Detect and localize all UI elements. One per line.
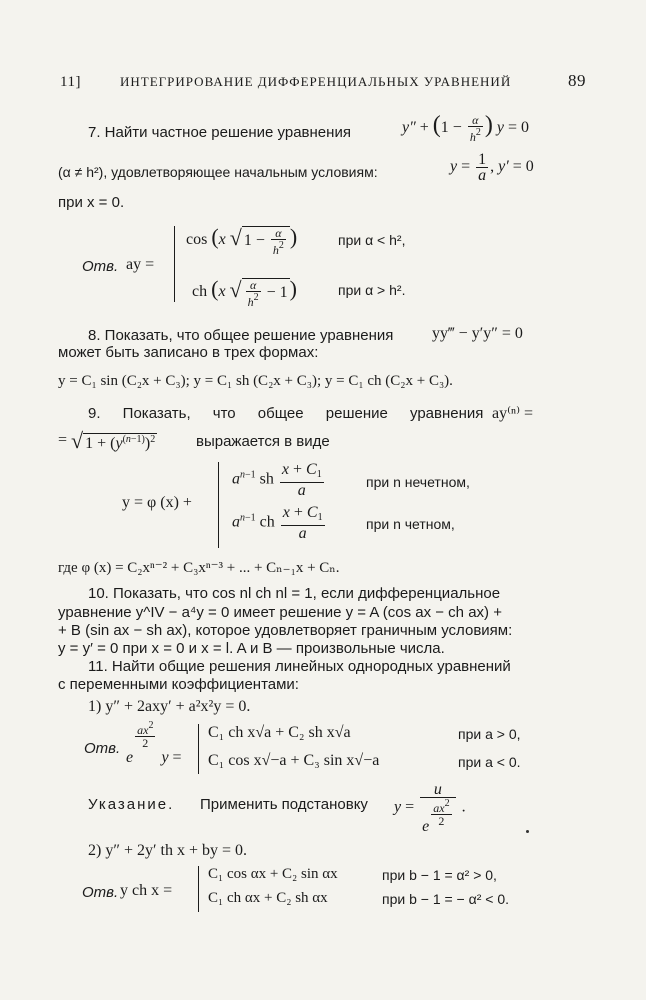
p9-case1-cond: при n нечетном, xyxy=(366,474,470,490)
p7-case1-cond: при α < h², xyxy=(338,232,406,248)
p11-eq2: 2) y″ + 2y′ th x + by = 0. xyxy=(88,842,248,859)
p10-line3: + B (sin ax − sh ax), которое удовлетворяет граничным условиям: xyxy=(58,622,513,639)
p10-line2: уравнение y^IV − a⁴y = 0 имеет решение y = A (cos ax − ch ax) + xyxy=(58,604,502,621)
p11-hint-text: Применить подстановку xyxy=(200,796,368,813)
section-number: 11] xyxy=(60,74,81,90)
p9-where: где φ (x) = C₂xⁿ⁻² + C₃xⁿ⁻³ + ... + Cₙ₋₁x + Cₙ. xyxy=(58,560,340,576)
p7-case1: cos (x √ 1 − $\frac{\alpha}{h^2}$ ) xyxy=(186,224,298,257)
p9-lhs: y = φ (x) + xyxy=(122,494,192,511)
p7-at: при x = 0. xyxy=(58,194,125,211)
running-title: ИНТЕГРИРОВАНИЕ ДИФФЕРЕНЦИАЛЬНЫХ УРАВНЕНИЙ xyxy=(120,74,512,89)
p7-conditions: (α ≠ h²), удовлетворяющее начальным условиям: xyxy=(58,164,378,180)
p7-case2: ch (x √ $\frac{\alpha}{h^2}$ − 1) xyxy=(192,276,297,309)
p9-case1: $a^{n-1}$ sh $\frac{x + C_1}{a}$ xyxy=(232,461,322,499)
p11-case2a-cond: при b − 1 = α² > 0, xyxy=(382,867,497,883)
p9-line1: 9. Показать, что общее решение уравнения xyxy=(88,405,484,422)
p7-intro: 7. Найти частное решение уравнения xyxy=(88,124,351,141)
p11-line2: с переменными коэффициентами: xyxy=(58,676,299,693)
p11-case1b-cond: при a < 0. xyxy=(458,754,521,770)
p11-case1a-cond: при a > 0, xyxy=(458,726,521,742)
p7-answer-label: Отв. xyxy=(82,258,119,275)
p11-hint-label: Указание. xyxy=(88,796,175,813)
p8-line2: может быть записано в трех формах: xyxy=(58,344,319,361)
p9-eq-lhs: ay⁽ⁿ⁾ = xyxy=(492,405,534,422)
p11-case1a: C₁ ch x√a + C₂ sh x√a xyxy=(208,724,351,741)
p9-case2: $a^{n-1}$ ch $\frac{x + C_1}{a}$ xyxy=(232,504,323,542)
p9-sqrt-expr: = √ $1 + (y^{(n-1)})^2$ xyxy=(58,428,156,453)
p8-line1: 8. Показать, что общее решение уравнения xyxy=(88,327,394,344)
p11-line1: 11. Найти общие решения линейных однородных уравнений xyxy=(88,658,511,675)
p7-initial-values: y = $\frac{1}{a}$ , y′ = 0 xyxy=(450,151,534,184)
p11-brace1 xyxy=(198,724,199,774)
p8-forms: y = C₁ sin (C₂x + C₃); y = C₁ sh (C₂x + C₃); y = C₁ ch (C₂x + C₃). xyxy=(58,373,453,389)
p11-case2a: C₁ cos αx + C₂ sin αx xyxy=(208,866,338,882)
speck xyxy=(526,830,529,833)
p11-answer1-label: Отв. xyxy=(84,740,121,757)
p11-answer2-label: Отв. xyxy=(82,884,119,901)
p10-line4: y = y′ = 0 при x = 0 и x = l. A и B — произвольные числа. xyxy=(58,640,445,657)
p11-case2b: C₁ ch αx + C₂ sh αx xyxy=(208,890,328,906)
p7-equation: y″ + (1 − $\frac{\alpha}{h^2}$ ) y = 0 xyxy=(402,112,529,144)
p11-lhs2: y ch x = xyxy=(120,882,173,899)
p7-case2-cond: при α > h². xyxy=(338,282,406,298)
p11-case2b-cond: при b − 1 = − α² < 0. xyxy=(382,891,510,907)
p8-equation: yy‴ − y′y″ = 0 xyxy=(432,325,523,342)
p10-line1: 10. Показать, что cos nl ch nl = 1, если дифференциальное xyxy=(88,585,501,602)
p7-lhs: ay = xyxy=(126,256,155,273)
p9-brace xyxy=(218,462,219,548)
p11-substitution: y = u e $\frac{ax^2}{2}$ . xyxy=(394,781,466,835)
page-number: 89 xyxy=(568,71,586,90)
p11-case1b: C₁ cos x√−a + C₃ sin x√−a xyxy=(208,752,380,769)
p11-eq1: 1) y″ + 2axy′ + a²x²y = 0. xyxy=(88,698,251,715)
p11-exp: e $\frac{ax^2}{2}$ y = xyxy=(126,720,182,767)
p9-case2-cond: при n четном, xyxy=(366,516,455,532)
p9-expr: выражается в виде xyxy=(196,433,330,450)
p7-brace xyxy=(174,226,175,302)
p11-brace2 xyxy=(198,866,199,912)
